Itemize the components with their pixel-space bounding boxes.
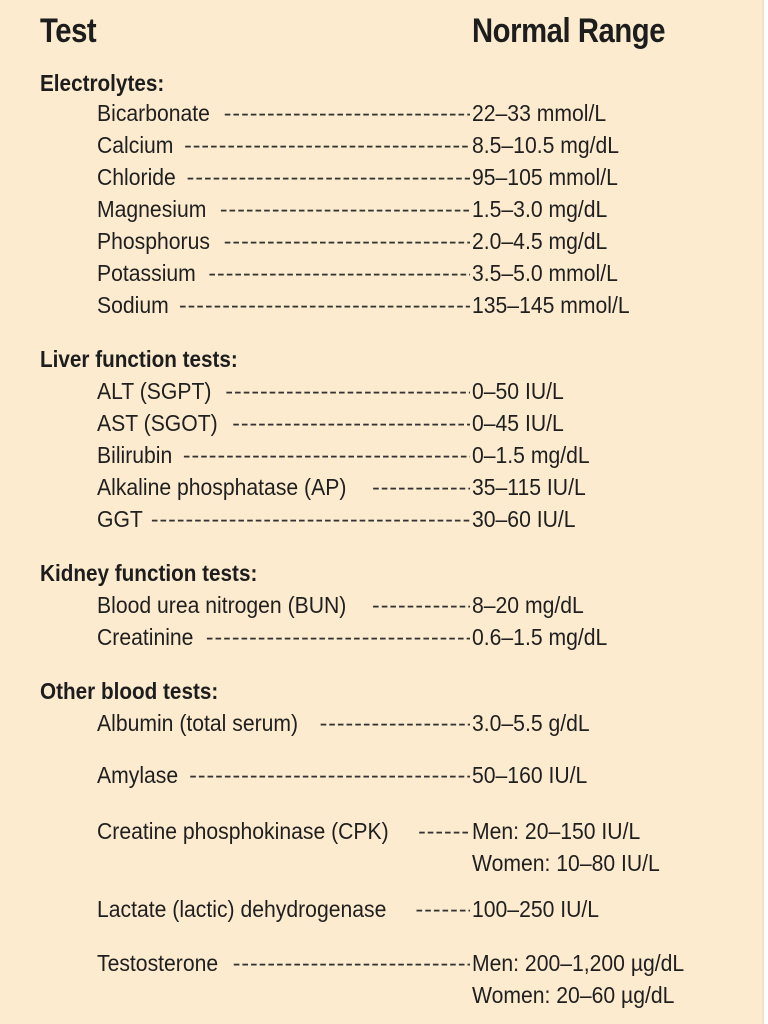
test-row [97,164,757,196]
test-range: 2.0–4.5 mg/dL [472,228,608,254]
test-row [97,624,757,656]
test-name: Blood urea nitrogen (BUN) [97,592,347,618]
test-name: Bicarbonate [97,100,210,126]
test-range: 95–105 mmol/L [472,164,618,190]
test-row [97,228,757,260]
test-name: Creatinine [97,624,194,650]
test-row [97,100,757,132]
test-name: Lactate (lactic) dehydrogenase [97,896,387,922]
test-row [97,410,757,442]
test-row [97,442,757,474]
test-name: Potassium [97,260,196,286]
leader-dots [224,228,470,255]
test-range: 35–115 IU/L [472,474,586,500]
test-range: 135–145 mmol/L [472,292,630,318]
test-name: Alkaline phosphatase (AP) [97,474,347,500]
test-range: 8.5–10.5 mg/dL [472,132,620,158]
leader-dots [187,164,470,191]
test-range-women: Women: 20–60 µg/dL [472,982,675,1008]
test-range: 0.6–1.5 mg/dL [472,624,608,650]
leader-dots [183,442,470,469]
test-range: 100–250 IU/L [472,896,600,922]
test-name: GGT [97,506,143,532]
leader-dots [179,292,470,319]
test-name: AST (SGOT) [97,410,218,436]
leader-dots [320,710,470,737]
leader-dots [206,624,470,651]
test-row [97,818,757,882]
test-row [97,292,757,324]
test-row [97,896,757,928]
leader-dots [184,132,470,159]
test-row [97,506,757,538]
test-row [97,196,757,228]
test-name: Amylase [97,762,179,788]
test-range: 8–20 mg/dL [472,592,584,618]
section-title-other-blood: Other blood tests: [40,678,219,704]
leader-dots [233,950,470,977]
section-title-electrolytes: Electrolytes: [40,70,165,96]
test-range: 3.0–5.5 g/dL [472,710,590,736]
leader-dots [189,762,470,789]
test-name: ALT (SGPT) [97,378,212,404]
test-range: 50–160 IU/L [472,762,588,788]
test-range: 22–33 mmol/L [472,100,607,126]
test-row [97,378,757,410]
test-name: Calcium [97,132,174,158]
header-test: Test [40,12,97,50]
test-name: Sodium [97,292,169,318]
test-name: Albumin (total serum) [97,710,299,736]
header-normal-range: Normal Range [472,12,666,50]
test-name: Phosphorus [97,228,210,254]
test-name: Magnesium [97,196,207,222]
test-row [97,260,757,292]
test-range: 30–60 IU/L [472,506,576,532]
test-name: Creatine phosphokinase (CPK) [97,818,389,844]
test-name: Chloride [97,164,176,190]
leader-dots [372,592,470,619]
leader-dots [208,260,470,287]
test-range: 0–50 IU/L [472,378,564,404]
test-row [97,474,757,506]
leader-dots [224,100,470,127]
leader-dots [151,506,470,533]
leader-dots [372,474,470,501]
leader-dots [418,818,470,845]
test-name: Bilirubin [97,442,173,468]
section-title-kidney: Kidney function tests: [40,560,258,586]
section-title-liver: Liver function tests: [40,346,238,372]
leader-dots [232,410,470,437]
leader-dots [220,196,470,223]
test-range: 3.5–5.0 mmol/L [472,260,618,286]
test-row [97,950,757,1014]
test-range-men: Men: 200–1,200 µg/dL [472,950,685,976]
test-range-men: Men: 20–150 IU/L [472,818,641,844]
leader-dots [225,378,470,405]
leader-dots [416,896,470,923]
test-range: 1.5–3.0 mg/dL [472,196,608,222]
test-range-women: Women: 10–80 IU/L [472,850,660,876]
test-row [97,132,757,164]
test-row [97,592,757,624]
test-range: 0–45 IU/L [472,410,564,436]
test-row [97,762,757,794]
test-range: 0–1.5 mg/dL [472,442,590,468]
test-row [97,710,757,742]
table-header [0,12,762,52]
test-name: Testosterone [97,950,219,976]
